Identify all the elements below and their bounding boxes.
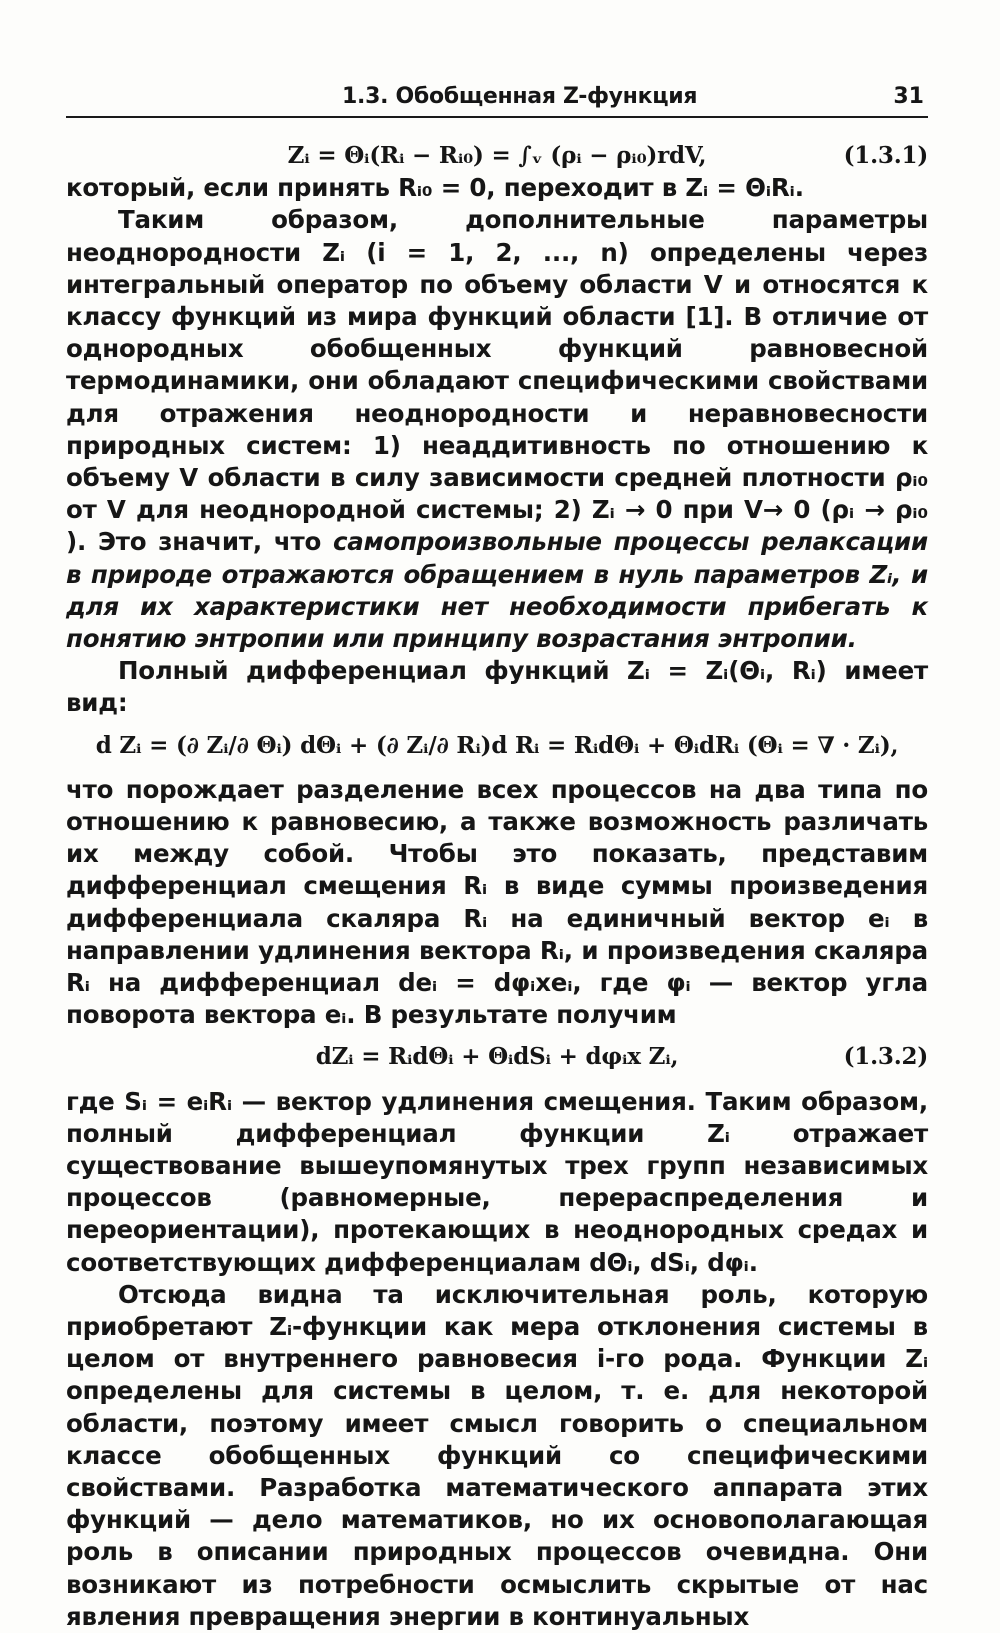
running-title: 1.3. Обобщенная Z-функция	[342, 84, 698, 109]
equation-1-3-1-number: (1.3.1)	[843, 142, 928, 169]
equation-differential-formula: d Zᵢ = (∂ Zᵢ/∂ Θᵢ) dΘᵢ + (∂ Zᵢ/∂ Rᵢ)d Rᵢ = RᵢdΘᵢ + ΘᵢdRᵢ (Θᵢ = ∇ · Zᵢ),	[95, 731, 899, 759]
book-page	[66, 0, 928, 1631]
equation-differential	[66, 730, 928, 762]
paragraph-2: Полный дифференциал функций Zᵢ = Zᵢ(Θᵢ, Rᵢ) имеет вид:	[66, 656, 928, 718]
equation-1-3-1-formula: Zᵢ = Θᵢ(Rᵢ − Rᵢ₀) = ∫ᵥ (ρᵢ − ρᵢ₀)rdV,	[287, 142, 707, 169]
paragraph-1-text: Таким образом, дополнительные параметры неоднородности Zᵢ (i = 1, 2, ..., n) определены через интегральный оператор по объему области V и относятся к классу функций из мира функций области [1]. В отличие от однородных обобщенных функций равновесной термодинамики, они обладают специфическими свойствами для отражения неоднородности и неравновесности природных систем: 1) неаддитивность по отношению к объему V области в силу зависимости средней плотности ρᵢ₀ от V для неоднородной системы; 2) Zᵢ → 0 при V→ 0 (ρᵢ → ρᵢ₀ ). Это значит, что	[66, 205, 928, 557]
equation-1-3-2-formula: dZᵢ = RᵢdΘᵢ + ΘᵢdSᵢ + dφᵢx Zᵢ,	[315, 1043, 679, 1071]
header-rule	[66, 116, 928, 118]
page-number: 31	[893, 84, 924, 109]
line-after-equation-1: который, если принять Rᵢ₀ = 0, переходит в Zᵢ = ΘᵢRᵢ.	[66, 173, 804, 203]
body-text	[66, 140, 928, 1633]
paragraph-5: Отсюда видна та исключительная роль, которую приобретают Zᵢ-функции как мера отклонения системы в целом от внутреннего равновесия i-го рода. Функции Zᵢ определены для системы в целом, т. е. для некоторой области, поэтому имеет смысл говорить о специальном классе обобщенных функций со специфическими свойствами. Разработка математического аппарата этих функций — дело математиков, но их основополагающая роль в описании природных процессов очевидна. Они возникают из потребности осмыслить скрытые от нас явления превращения энергии в континуальных	[66, 1279, 928, 1631]
equation-1-3-2	[66, 1041, 928, 1073]
paragraph-4: где Sᵢ = eᵢRᵢ — вектор удлинения смещения. Таким образом, полный дифференциал функции Zᵢ отражает существование вышеупомянутых трех групп независимых процессов (равномерные, перераспределения и переориентации), протекающих в неоднородных средах и соответствующих дифференциалам dΘᵢ, dSᵢ, dφᵢ.	[66, 1086, 928, 1277]
paragraph-3: что порождает разделение всех процессов на два типа по отношению к равновесию, а также возможность различать их между собой. Чтобы это показать, представим дифференциал смещения Rᵢ в виде суммы произведения дифференциала скаляра Rᵢ на единичный вектор eᵢ в направлении удлинения вектора Rᵢ, и произведения скаляра Rᵢ на дифференциал deᵢ = dφᵢxeᵢ, где φᵢ — вектор угла поворота вектора eᵢ. В результате получим	[66, 774, 928, 1030]
equation-1-3-1	[66, 140, 928, 172]
paragraph-1	[66, 204, 928, 655]
paragraph-1-italic: самопроизвольные процессы релаксации в природе отражаются обращением в нуль параметров Zᵢ, и для их характеристики нет необходимости прибегать к понятию энтропии или принципу возрастания энтропии.	[66, 527, 928, 654]
equation-1-3-2-number: (1.3.2)	[843, 1043, 928, 1071]
running-header	[66, 84, 928, 120]
